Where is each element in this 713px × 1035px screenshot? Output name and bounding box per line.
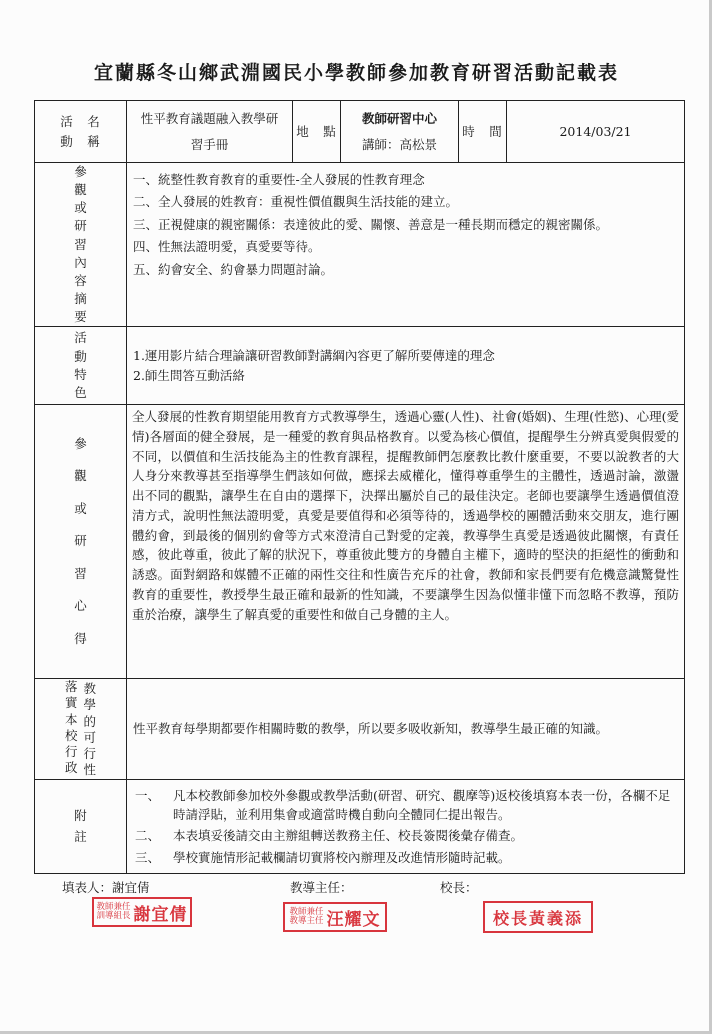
- summary-row: [35, 163, 685, 327]
- note-item: 二、 本表填妥後請交由主辦組轉送教務主任、校長簽閱後彙存備查。: [135, 828, 524, 844]
- lecturer: 講師：高松景: [361, 136, 437, 152]
- features-row: [35, 327, 685, 405]
- vertical-label-char: 心: [74, 598, 87, 614]
- director-seal-stamp: 教師兼任 教導主任 汪耀文: [283, 902, 387, 932]
- activity-date: 2014/03/21: [507, 101, 685, 163]
- vertical-label-char: 觀: [74, 182, 87, 198]
- note-item: 三、 學校實施情形記載欄請切實將校內辦理及改進情形隨時記載。: [135, 849, 511, 865]
- features-content: [127, 327, 685, 405]
- vertical-label-char: 落: [64, 679, 78, 695]
- vertical-label-char: 內: [74, 254, 87, 270]
- vertical-label-char: 行: [83, 746, 97, 762]
- activity-row: [35, 101, 685, 163]
- filler-label: 填表人：謝宜倩: [62, 880, 150, 895]
- vertical-label-char: 研: [74, 533, 87, 549]
- form-title: 宜蘭縣冬山鄉武淵國民小學教師參加教育研習活動記載表: [93, 62, 619, 84]
- time-label: 時 間: [459, 101, 507, 163]
- vertical-label-char: 參: [74, 435, 87, 451]
- vertical-label-char: 參: [74, 164, 87, 179]
- vertical-label-char: 可: [83, 729, 97, 745]
- notes-row: [35, 779, 685, 874]
- feasibility-row: [35, 679, 685, 780]
- vertical-label-char: 教: [83, 681, 97, 697]
- vertical-label-char: 習: [74, 565, 87, 581]
- vertical-label-char: 政: [64, 760, 78, 776]
- summary-item: 四、性無法證明愛，真愛要等待。: [133, 239, 321, 255]
- vertical-label-char: 行: [64, 744, 78, 760]
- notes-content: [127, 779, 685, 874]
- reflection-label: [35, 405, 127, 679]
- record-table: [34, 100, 685, 874]
- vertical-label-char: 要: [74, 309, 87, 324]
- activity-name: 性平教育議題融入教學研 習手冊: [127, 101, 293, 163]
- vertical-label-char: 校: [64, 727, 78, 743]
- vertical-label-char: 活: [74, 330, 87, 346]
- summary-item: 五、約會安全、約會暴力問題討論。: [133, 261, 334, 277]
- feature-item: 2.師生問答互動活絡: [133, 367, 245, 383]
- vertical-label-char: 容: [74, 272, 87, 288]
- vertical-label-char: 學: [83, 697, 97, 713]
- director-label: 教導主任：: [290, 880, 353, 895]
- summary-item: 二、全人發展的姓教育：重視性價值觀與生活技能的建立。: [133, 194, 459, 210]
- place-value: 教師研習中心 講師：高松景: [341, 101, 459, 163]
- vertical-label-char: 註: [74, 829, 87, 845]
- principal-seal-stamp: 校長黃義添: [483, 901, 593, 933]
- vertical-label-char: 動: [74, 348, 87, 364]
- reflection-content: 全人發展的性教育期望能用教育方式教導學生，透過心靈(人性)、社會(婚姻)、生理(性慾)、心理(愛情)各層面的健全發展，是一種愛的教育與品格教育。以愛為核心價值，提醒學生分辨真愛與假愛的不同，以價值和生活技能為主的性教育課程，提醒教師們怎麼教比教什麼重要，不要以說教者的大人身分來教導甚至指導學生們該如何做，應採去威權化，懂得尊重學生的主體性，透過討論，激盪出不同的觀點，讓學生在自由的選擇下，決擇出屬於自己的最佳決定。老師也要讓學生透過價值澄清方式，說明性無法證明愛，真愛是要值得和必須等待的，透過學校的團體活動來交朋友，進行團體約會，到最後的個別約會等方式來澄清自己對愛的定義，教導學生真愛是透過彼此關懷，有責任感，彼此尊重，彼此了解的狀況下，尊重彼此雙方的身體自主權下，適時的堅決的拒絕性的衝動和誘惑。面對網路和媒體不正確的兩性交往和性廣告充斥的社會，教師和家長們要有危機意識驚覺性教育的重要性，教授學生最正確和最新的性知識，不要讓學生因為似懂非懂下而忽略不教導，預防重於治療，讓學生了解真愛的重要性和做自己身體的主人。: [127, 405, 685, 679]
- feasibility-content: 性平教育每學期都要作相關時數的教學，所以要多吸收新知，教導學生最正確的知識。: [127, 679, 685, 780]
- vertical-label-char: 本: [64, 711, 78, 727]
- vertical-label-char: 或: [74, 500, 87, 516]
- vertical-label-char: 習: [74, 236, 87, 252]
- vertical-label-char: 摘: [74, 290, 87, 306]
- vertical-label-char: 研: [74, 218, 87, 234]
- vertical-label-char: 的: [83, 713, 97, 729]
- vertical-label-char: 性: [83, 762, 97, 778]
- filler-seal-stamp: 教師兼任 訓導組長 謝宜倩: [92, 897, 192, 927]
- vertical-label-char: 或: [74, 200, 87, 216]
- vertical-label-char: 附: [74, 808, 87, 824]
- summary-content: [127, 163, 685, 327]
- vertical-label-char: 得: [74, 630, 87, 646]
- vertical-label-char: 實: [64, 695, 78, 711]
- summary-item: 三、正視健康的親密關係：表達彼此的愛、關懷、善意是一種長期而穩定的親密關係。: [133, 216, 609, 232]
- summary-item: 一、統整性教育教育的重要性-全人發展的性教育理念: [133, 172, 425, 187]
- feasibility-label: [35, 679, 127, 780]
- vertical-label-char: 色: [74, 384, 87, 400]
- notes-label: [35, 779, 127, 874]
- principal-label: 校長：: [440, 880, 478, 895]
- reflection-row: [35, 405, 685, 679]
- place-label: 地 點: [293, 101, 341, 163]
- vertical-label-char: 特: [74, 366, 87, 382]
- note-item: 一、 凡本校教師參加校外參觀或教學活動(研習、研究、觀摩等)返校後填寫本表一份，各欄不足時請浮貼，並利用集會或適當時機自動向全體同仁提出報告。: [135, 787, 671, 822]
- activity-name-label: 活 名 動 稱: [35, 101, 127, 163]
- feature-item: 1.運用影片結合理論讓研習教師對講綱內容更了解所要傳達的理念: [133, 348, 495, 364]
- features-label: [35, 327, 127, 405]
- summary-label: [35, 163, 127, 327]
- vertical-label-char: 觀: [74, 468, 87, 484]
